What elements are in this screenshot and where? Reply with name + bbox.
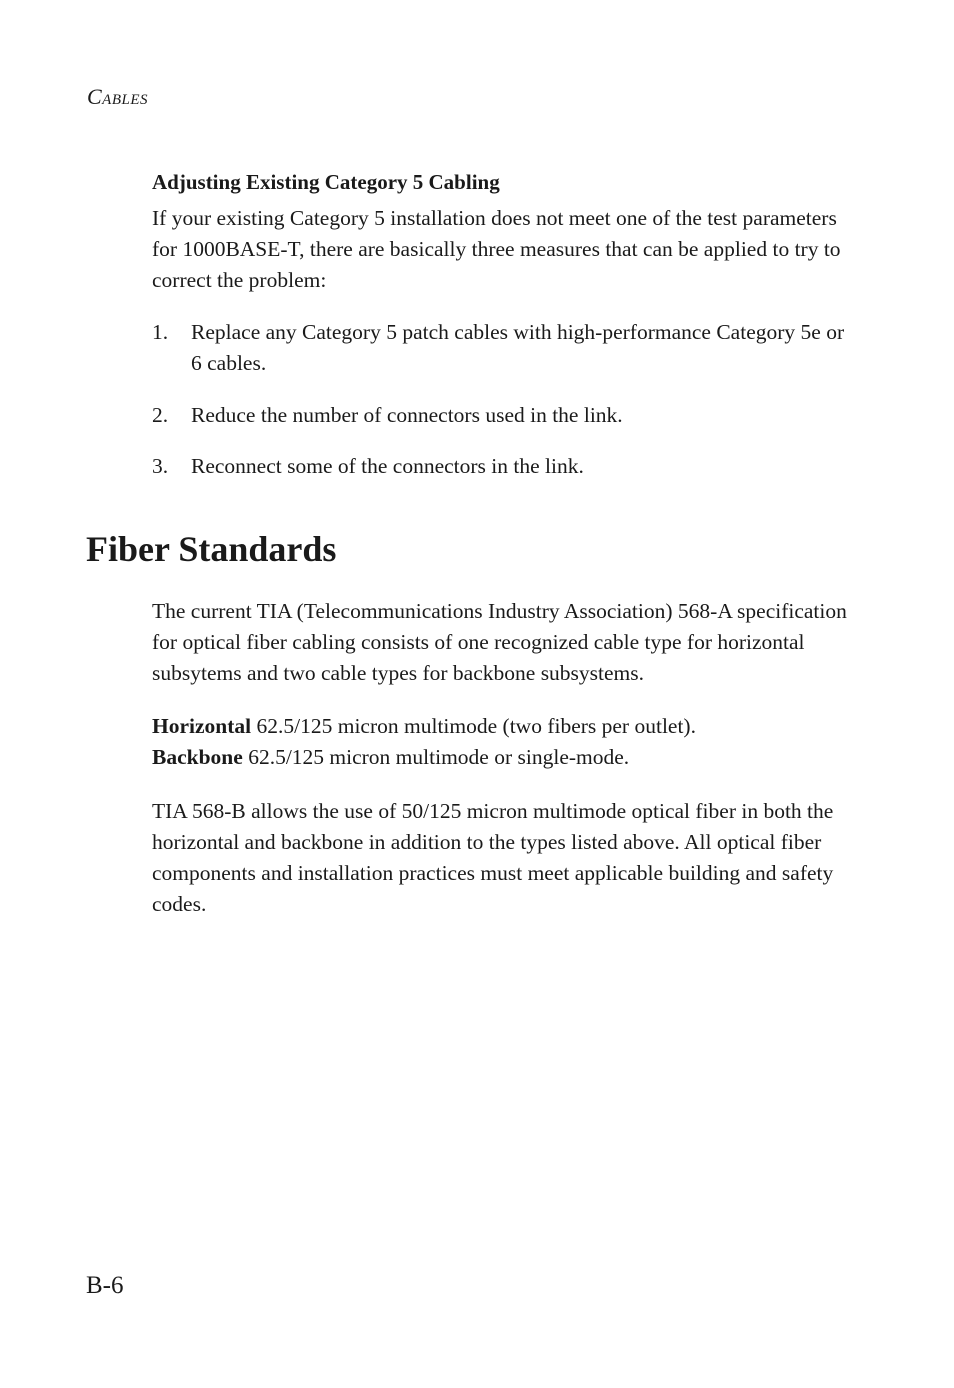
definition-term: Horizontal (152, 714, 252, 738)
fiber-568b-paragraph: TIA 568-B allows the use of 50/125 micron multimode optical fiber in both the horizontal and backbone in addition to the types listed above. All optical fiber components and installation practices must meet applicable building and safety codes. (152, 799, 834, 916)
list-item-number: 1. (152, 320, 169, 344)
definition-text: 62.5/125 micron multimode (two fibers per outlet). (251, 714, 696, 738)
list-item-number: 2. (152, 403, 169, 427)
list-item (152, 451, 852, 482)
page-number: B-6 (86, 1272, 124, 1299)
list-item-text: Reconnect some of the connectors in the link. (191, 454, 584, 478)
section-intro-paragraph: If your existing Category 5 installation does not meet one of the test parameters for 1000BASE-T, there are basically three measures that can be applied to try to correct the problem: (152, 206, 841, 292)
list-item-text: Reduce the number of connectors used in the link. (191, 403, 623, 427)
definition-term: Backbone (152, 745, 243, 769)
definition-backbone (152, 742, 852, 773)
list-item (152, 400, 852, 431)
list-item (152, 317, 852, 379)
list-item-text: Replace any Category 5 patch cables with high-performance Category 5e or 6 cables. (191, 320, 845, 375)
fiber-intro-paragraph: The current TIA (Telecommunications Industry Association) 568-A specification for optical fiber cabling consists of one recognized cable type for horizontal subsytems and two cable types for backbone subsystems. (152, 599, 847, 685)
section-heading: Adjusting Existing Category 5 Cabling (152, 170, 500, 194)
chapter-title: Fiber Standards (86, 529, 337, 569)
definition-text: 62.5/125 micron multimode or single-mode. (242, 745, 630, 769)
running-header: Cables (87, 84, 149, 109)
definition-horizontal (152, 711, 852, 742)
list-item-number: 3. (152, 454, 169, 478)
